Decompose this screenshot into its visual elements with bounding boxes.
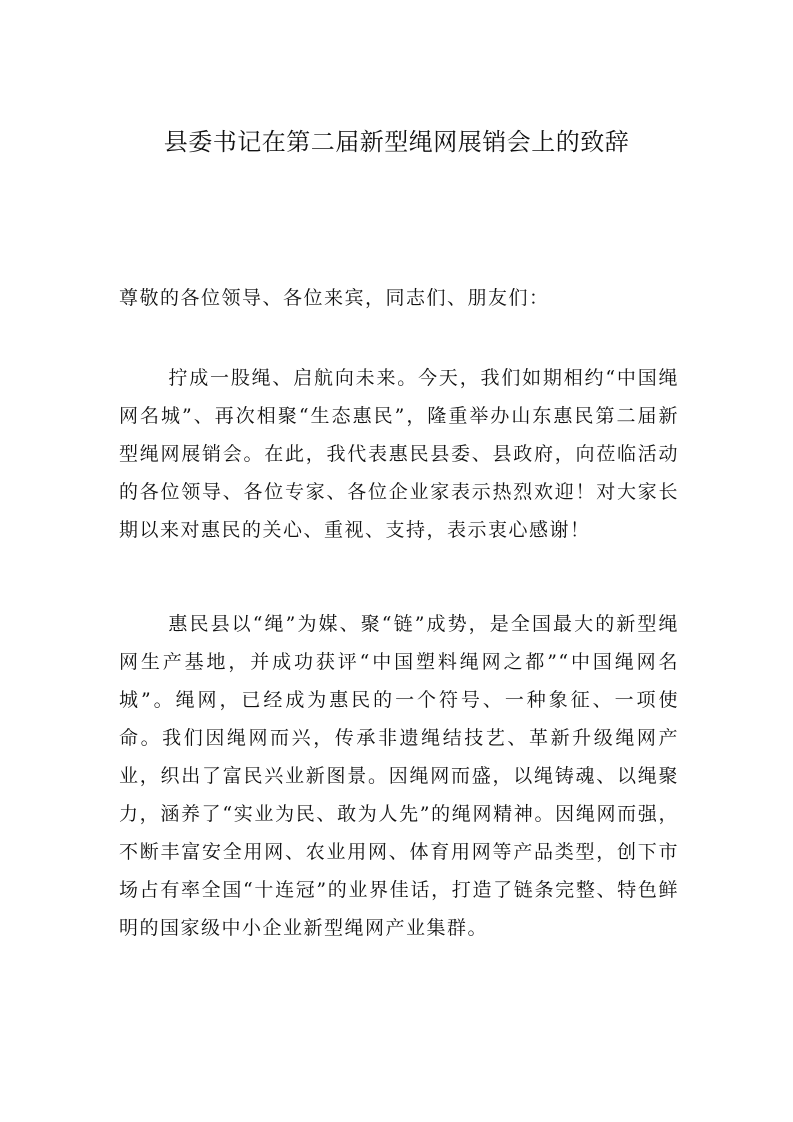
paragraph-opening: 拧成一股绳、启航向未来。今天，我们如期相约“中国绳网名城”、再次相聚“生态惠民”，隆重举办山东惠民第二届新型绳网展销会。在此，我代表惠民县委、县政府，向莅临活动的各位领导、各位专家、各位企业家表示热烈欢迎！对大家长期以来对惠民的关心、重视、支持，表示衷心感谢！ <box>119 367 679 541</box>
paragraph-industry: 惠民县以“绳”为媒、聚“链”成势，是全国最大的新型绳网生产基地，并成功获评“中国塑料绳网之都”“中国绳网名城”。绳网，已经成为惠民的一个符号、一种象征、一项使命。我们因绳网而兴，传承非遗绳结技艺、革新升级绳网产业，织出了富民兴业新图景。因绳网而盛，以绳铸魂、以绳聚力，涵养了“实业为民、敢为人先”的绳网精神。因绳网而强，不断丰富安全用网、农业用网、体育用网等产品类型，创下市场占有率全国“十连冠”的业界佳话，打造了链条完整、特色鲜明的国家级中小企业新型绳网产业集群。 <box>119 613 679 939</box>
document-title: 县委书记在第二届新型绳网展销会上的致辞 <box>163 128 630 156</box>
salutation: 尊敬的各位领导、各位来宾，同志们、朋友们： <box>119 287 550 309</box>
